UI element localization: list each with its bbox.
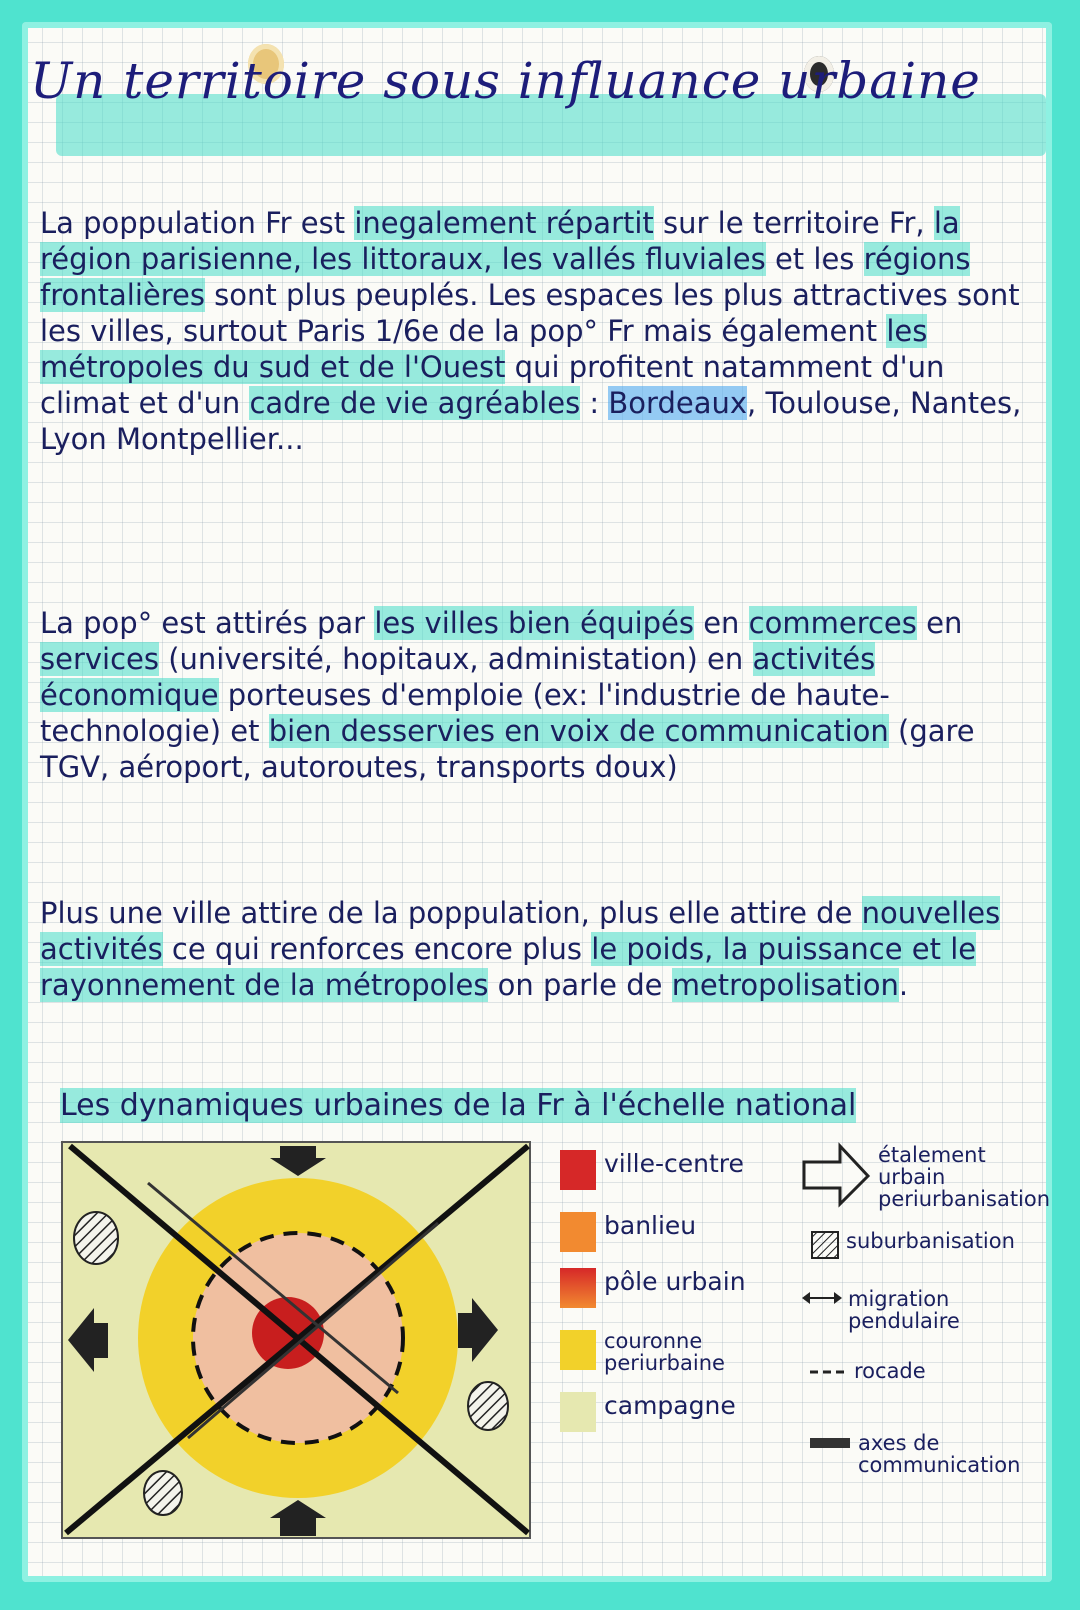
p1-s1: La poppulation Fr est — [40, 206, 355, 240]
paragraph-population — [40, 205, 1030, 457]
p3-s6: metropolisation — [671, 968, 899, 1002]
legend-migration — [802, 1288, 1012, 1332]
p1-s9: qui profitent natamment d'un climat et d'un — [40, 350, 945, 420]
legend-label: campagne — [604, 1391, 736, 1420]
legend-label: ville-centre — [604, 1149, 744, 1178]
legend-couronne — [560, 1330, 760, 1374]
p1-s6: régions frontalières — [40, 242, 971, 312]
dashed-line-icon — [808, 1360, 848, 1380]
legend-campagne — [560, 1392, 736, 1432]
p3-s1: Plus une ville attire de la poppulation, plus elle attire de — [40, 896, 862, 930]
legend-label: pôle urbain — [604, 1267, 746, 1296]
swatch-banlieue — [560, 1212, 596, 1252]
p1-s12: Bordeaux — [608, 386, 748, 420]
suburbanisation-spot — [74, 1212, 118, 1264]
page-title: Un territoire sous influance urbaine — [30, 52, 981, 110]
legend-label: migration pendulaire — [848, 1287, 960, 1333]
paragraph-attractivity — [40, 605, 1030, 785]
p2-s10: bien desservies en voix de communication — [268, 714, 889, 748]
p2-s4: commerces — [748, 606, 917, 640]
p1-s13: , Toulouse, Nantes, Lyon Montpellier... — [40, 386, 1022, 456]
p2-s1: La pop° est attirés par — [40, 606, 375, 640]
p2-s9: porteuses d'emploie (ex: l'industrie de haute-technologie) et — [40, 678, 890, 748]
p1-s10: cadre de vie agréables — [249, 386, 581, 420]
legend-label: rocade — [854, 1359, 926, 1383]
thick-line-icon — [808, 1432, 852, 1454]
p3-s2: nouvelles activités — [40, 896, 1001, 966]
urban-dynamics-diagram — [58, 1138, 538, 1543]
p2-s3: en — [694, 606, 749, 640]
legend-label: suburbanisation — [846, 1229, 1015, 1253]
p3-s5: on parle de — [488, 968, 672, 1002]
suburbanisation-spot — [468, 1382, 508, 1430]
p1-s3: sur le territoire Fr, — [653, 206, 934, 240]
swatch-ville-centre — [560, 1150, 596, 1190]
p1-s5: et les — [765, 242, 864, 276]
p1-s4: la région parisienne, les littoraux, les vallés fluviales — [40, 206, 960, 276]
legend-banlieue — [560, 1212, 696, 1252]
swatch-pole-urbain — [560, 1268, 596, 1308]
legend-label: banlieu — [604, 1211, 697, 1240]
legend-ville-centre — [560, 1150, 744, 1190]
swatch-couronne — [560, 1330, 596, 1370]
diagram-caption — [60, 1088, 1030, 1123]
p2-s2: les villes bien équipés — [374, 606, 694, 640]
legend-etalement — [800, 1140, 1051, 1211]
p1-s2: inegalement répartit — [354, 206, 654, 240]
legend-pole-urbain — [560, 1268, 746, 1308]
p1-s7: sont plus peuplés. Les espaces les plus attractives sont les villes, surtout Paris 1/6e de la pop° Fr mais également — [40, 278, 1020, 348]
p2-s5: en — [916, 606, 963, 640]
p1-s11: : — [580, 386, 609, 420]
legend-label: axes de communication — [858, 1431, 1021, 1477]
p2-s7: (université, hopitaux, administation) en — [159, 642, 753, 676]
p1-s8: les métropoles du sud et de l'Ouest — [40, 314, 928, 384]
p2-s6: services — [40, 642, 159, 676]
hatched-square-icon — [810, 1230, 840, 1260]
p3-s3: ce qui renforces encore plus — [162, 932, 592, 966]
p2-s11: (gare TGV, aéroport, autoroutes, transports doux) — [40, 714, 975, 784]
swatch-campagne — [560, 1392, 596, 1432]
paragraph-metropolisation — [40, 895, 1030, 1003]
legend-suburbanisation — [810, 1230, 1015, 1260]
p3-s7: . — [898, 968, 909, 1002]
legend-rocade — [808, 1360, 926, 1382]
legend-label: couronne periurbaine — [604, 1329, 725, 1375]
double-arrow-icon — [802, 1288, 842, 1308]
p3-s4: le poids, la puissance et le rayonnement de la métropoles — [40, 932, 977, 1002]
legend-axes — [808, 1432, 1038, 1476]
hollow-arrow-icon — [800, 1140, 872, 1210]
legend-label: étalement urbain periurbanisation — [878, 1143, 1051, 1211]
caption-text: Les dynamiques urbaines de la Fr à l'échelle national — [60, 1088, 857, 1123]
map-legend — [560, 1140, 1051, 1560]
p2-s8: activités économique — [40, 642, 876, 712]
suburbanisation-spot — [144, 1471, 182, 1515]
